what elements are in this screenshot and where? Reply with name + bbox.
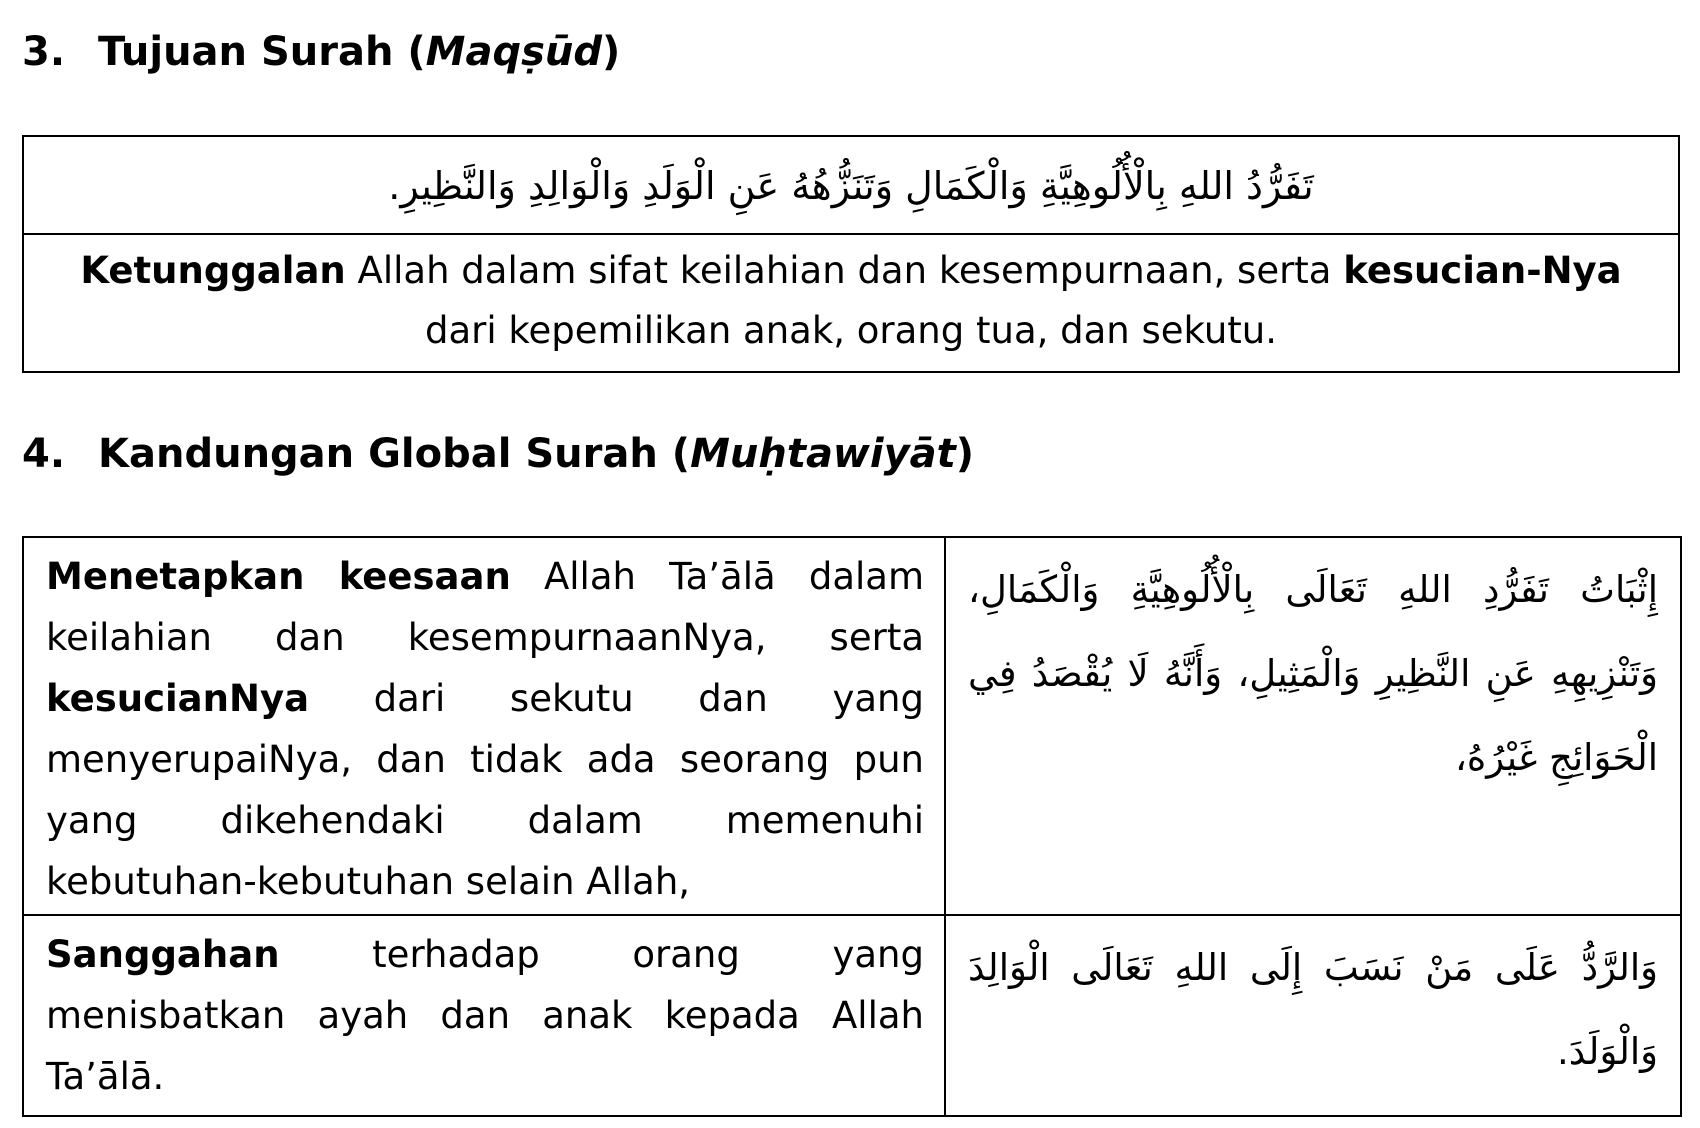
row-1-arabic-cell: [945, 537, 1681, 915]
section-3-title: Tujuan Surah (: [98, 29, 426, 75]
maqsud-translation-bold-1: Ketunggalan: [80, 249, 346, 292]
row-1-bold-2: kesucianNya: [46, 677, 310, 720]
row-1-text-2: dari sekutu dan yang menyerupaiNya, dan tidak ada seorang pun yang dikehendaki dalam memenuhi kebutuhan-kebutuhan selain Allah,: [46, 677, 924, 903]
row-1-translation-cell: [23, 537, 945, 915]
section-4-title-term: Muḥtawiyāt: [690, 431, 956, 477]
maqsud-translation: [64, 241, 1638, 361]
section-4-heading: [22, 430, 974, 478]
row-1-text-1: Allah Ta’ālā dalam keilahian dan kesempurnaanNya, serta: [46, 555, 924, 659]
row-2-arabic-cell: [945, 915, 1681, 1116]
row-2-text-1: terhadap orang yang menisbatkan ayah dan anak kepada Allah Ta’ālā.: [46, 933, 924, 1098]
section-4-title-close: ): [955, 431, 975, 477]
maqsud-box: [22, 135, 1680, 373]
row-2-bold-1: Sanggahan: [46, 933, 280, 976]
section-3-title-close: ): [602, 29, 621, 75]
row-1-arabic-text: إِثْبَاتُ تَفَرُّدِ اللهِ تَعَالَى بِالْأُلُوهِيَّةِ وَالْكَمَالِ، وَتَنْزِيهِهِ عَنِ النَّظِيرِ وَالْمَثِيلِ، وَأَنَّهُ لَا يُقْصَدُ فِي الْحَوَائِجِ غَيْرُهُ،: [968, 568, 1658, 779]
row-1-bold-1: Menetapkan keesaan: [46, 555, 511, 598]
section-3-number: 3.: [22, 29, 66, 75]
maqsud-translation-text-1: Allah dalam sifat keilahian dan kesempurnaan, serta: [345, 249, 1344, 292]
row-2-arabic-text: وَالرَّدُّ عَلَى مَنْ نَسَبَ إِلَى اللهِ تَعَالَى الْوَالِدَ وَالْوَلَدَ.: [968, 946, 1658, 1073]
table-row: [23, 537, 1681, 915]
section-4-number: 4.: [22, 431, 66, 477]
muhtawiyat-table: [22, 536, 1682, 1117]
section-3-title-term: Maqṣūd: [425, 29, 602, 75]
maqsud-translation-bold-2: kesucian-Nya: [1343, 249, 1622, 292]
section-3-heading: [22, 28, 620, 76]
maqsud-arabic-text: تَفَرُّدُ اللهِ بِالْأُلُوهِيَّةِ وَالْكَمَالِ وَتَنَزُّهُهُ عَنِ الْوَلَدِ وَالْوَالِدِ وَالنَّظِيرِ.: [24, 137, 1678, 235]
table-row: [23, 915, 1681, 1116]
section-4-title: Kandungan Global Surah (: [98, 431, 691, 477]
row-2-translation-cell: [23, 915, 945, 1116]
maqsud-translation-text-2: dari kepemilikan anak, orang tua, dan sekutu.: [424, 309, 1278, 352]
